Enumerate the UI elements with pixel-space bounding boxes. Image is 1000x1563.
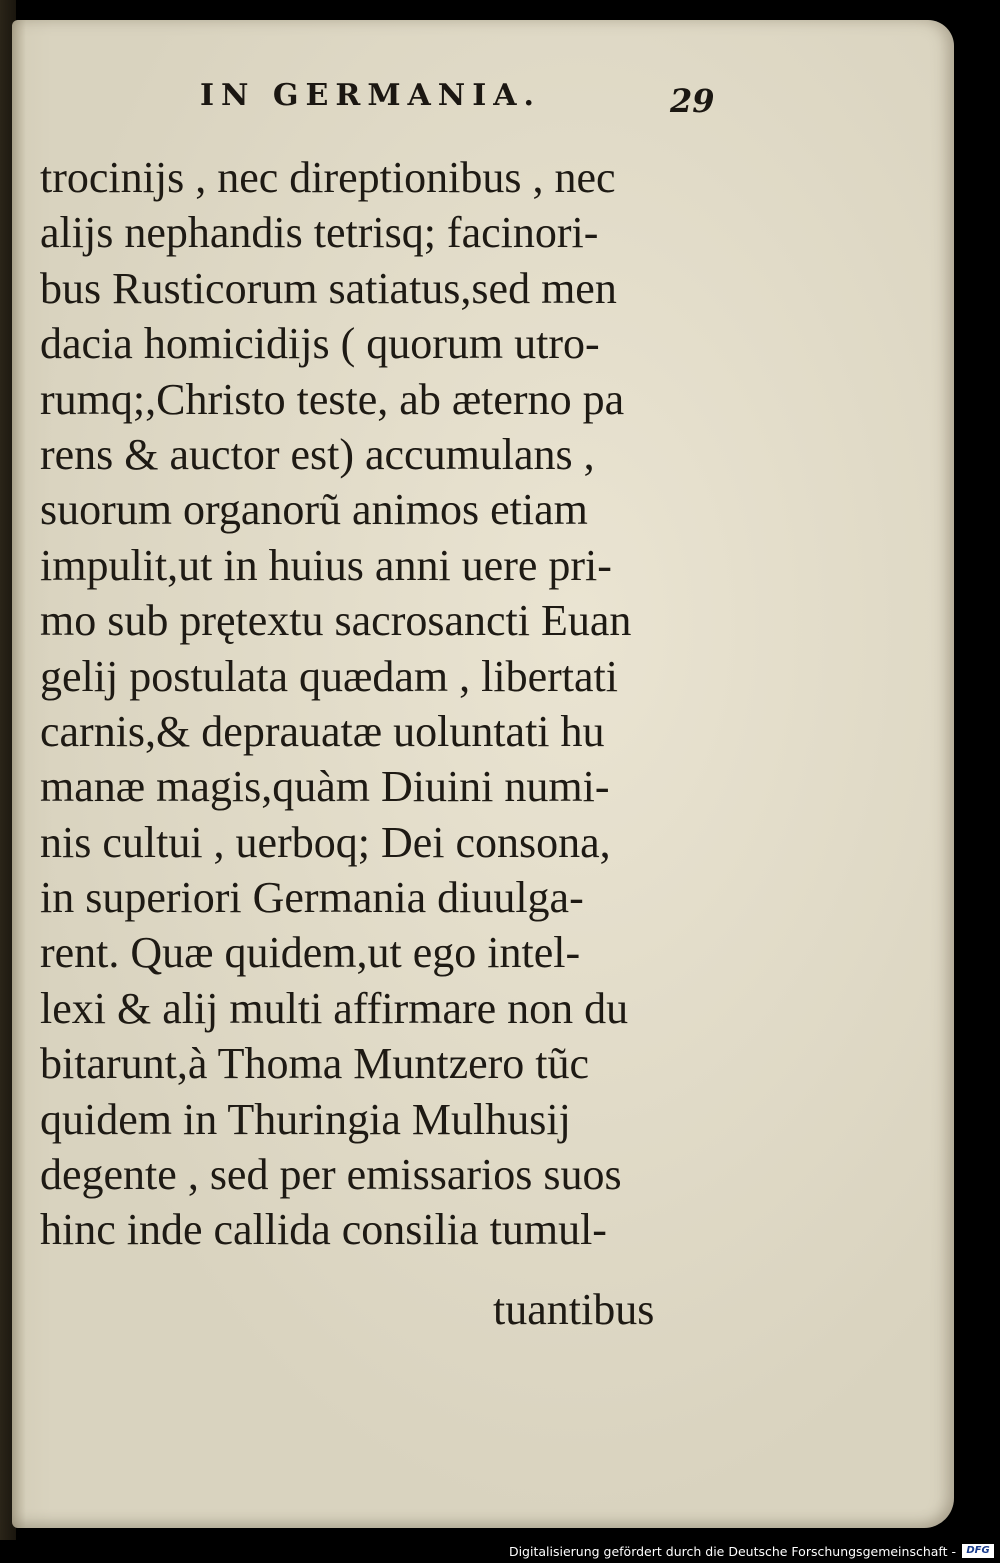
dfg-logo: DFG [962, 1544, 994, 1558]
text-line: lexi & alij multi affirmare non du [40, 983, 629, 1033]
text-line: nis cultui , uerboq; Dei consona, [40, 817, 611, 867]
funding-credit: Digitalisierung gefördert durch die Deutsche Forschungsgemeinschaft - [508, 1544, 956, 1559]
text-line: degente , sed per emissarios suos [40, 1150, 622, 1200]
page-number: 29 [670, 82, 715, 120]
text-line: rumq;,Christo teste, ab æterno pa [40, 374, 625, 424]
text-line: alijs nephandis tetrisq; facinori- [40, 208, 599, 258]
text-line: trocinijs , nec direptionibus , nec [40, 153, 616, 202]
text-line: bitarunt,à Thoma Muntzero tũc [40, 1039, 590, 1089]
text-line: in superiori Germania diuulga- [40, 873, 584, 923]
text-line: hinc inde callida consilia tumul- [40, 1205, 607, 1255]
text-line: impulit,ut in huius anni uere pri- [40, 540, 612, 590]
text-line: mo sub prętextu sacrosancti Euan [40, 596, 632, 646]
text-line: bus Rusticorum satiatus,sed men [40, 263, 617, 313]
text-line: suorum organorũ animos etiam [40, 485, 588, 535]
running-head: IN GERMANIA. [200, 78, 541, 113]
catchword: tuantibus [493, 1285, 655, 1334]
text-line: quidem in Thuringia Mulhusij [40, 1094, 571, 1144]
text-line: dacia homicidijs ( quorum utro- [40, 319, 600, 369]
text-line: rens & auctor est) accumulans , [40, 429, 595, 479]
text-line: gelij postulata quædam , libertati [40, 651, 618, 701]
text-line: manæ magis,quàm Diuini numi- [40, 762, 610, 812]
text-line: rent. Quæ quidem,ut ego intel- [40, 928, 581, 978]
text-line: carnis,& deprauatæ uoluntati hu [40, 706, 605, 756]
text-block [40, 150, 760, 1258]
